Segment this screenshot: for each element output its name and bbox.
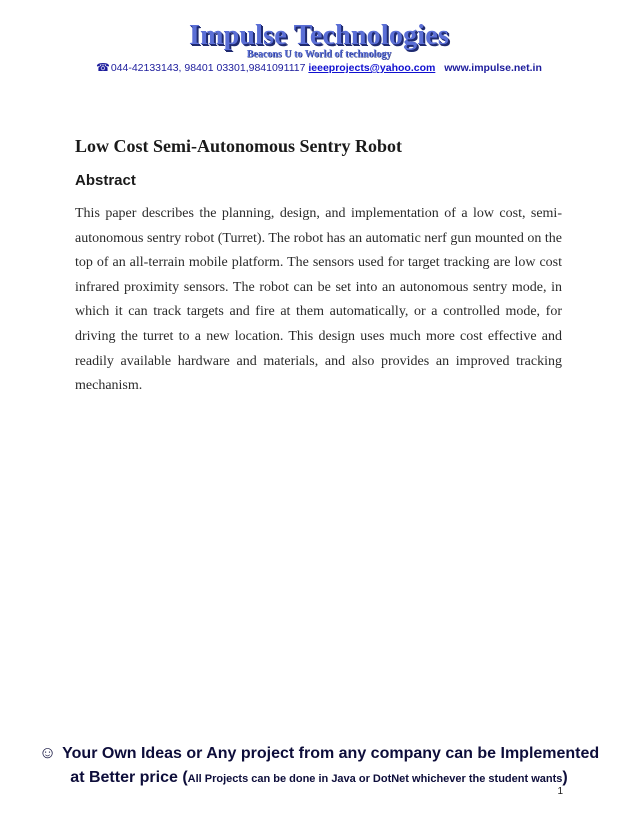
contact-line <box>0 61 638 74</box>
footer-promo <box>0 740 638 790</box>
company-name: Impulse Technologies <box>189 20 449 51</box>
telephone-icon: ☎ <box>96 62 110 74</box>
page-number: 1 <box>557 786 563 797</box>
abstract-heading: Abstract <box>75 172 136 189</box>
email-link[interactable]: ieeeprojects@yahoo.com <box>308 62 436 74</box>
footer-promo-text: Your Own Ideas or Any project from any company can be Implemented <box>62 745 600 762</box>
footer-close-paren: ) <box>562 769 568 786</box>
website-link[interactable]: www.impulse.net.in <box>444 62 542 74</box>
company-tagline: Beacons U to World of technology <box>246 49 392 60</box>
paper-title: Low Cost Semi-Autonomous Sentry Robot <box>75 136 403 156</box>
abstract-text: This paper describes the planning, design, and implementation of a low cost, semi-autonomous sentry robot (Turret). The robot has an automatic nerf gun mounted on the top of an all-terrain mobile platform. The sensors used for target tracking are low cost infrared proximity sensors. The robot can be set into an autonomous sentry mode, in which it can track targets and fire at them automatically, or a controlled mode, for driving the turret to a new location. This design uses much more cost effective and readily available hardware and materials, and also provides an improved tracking mechanism. <box>75 206 562 394</box>
footer-note-text: All Projects can be done in Java or DotNet whichever the student wants <box>187 773 563 785</box>
footer-promo-line1 <box>0 740 638 767</box>
phone-numbers: 044-42133143, 98401 03301,9841091117 <box>110 62 306 74</box>
smiley-face-icon: ☺ <box>38 743 57 762</box>
footer-promo-line2 <box>0 767 638 790</box>
footer-price-text: at Better price ( <box>70 769 188 786</box>
